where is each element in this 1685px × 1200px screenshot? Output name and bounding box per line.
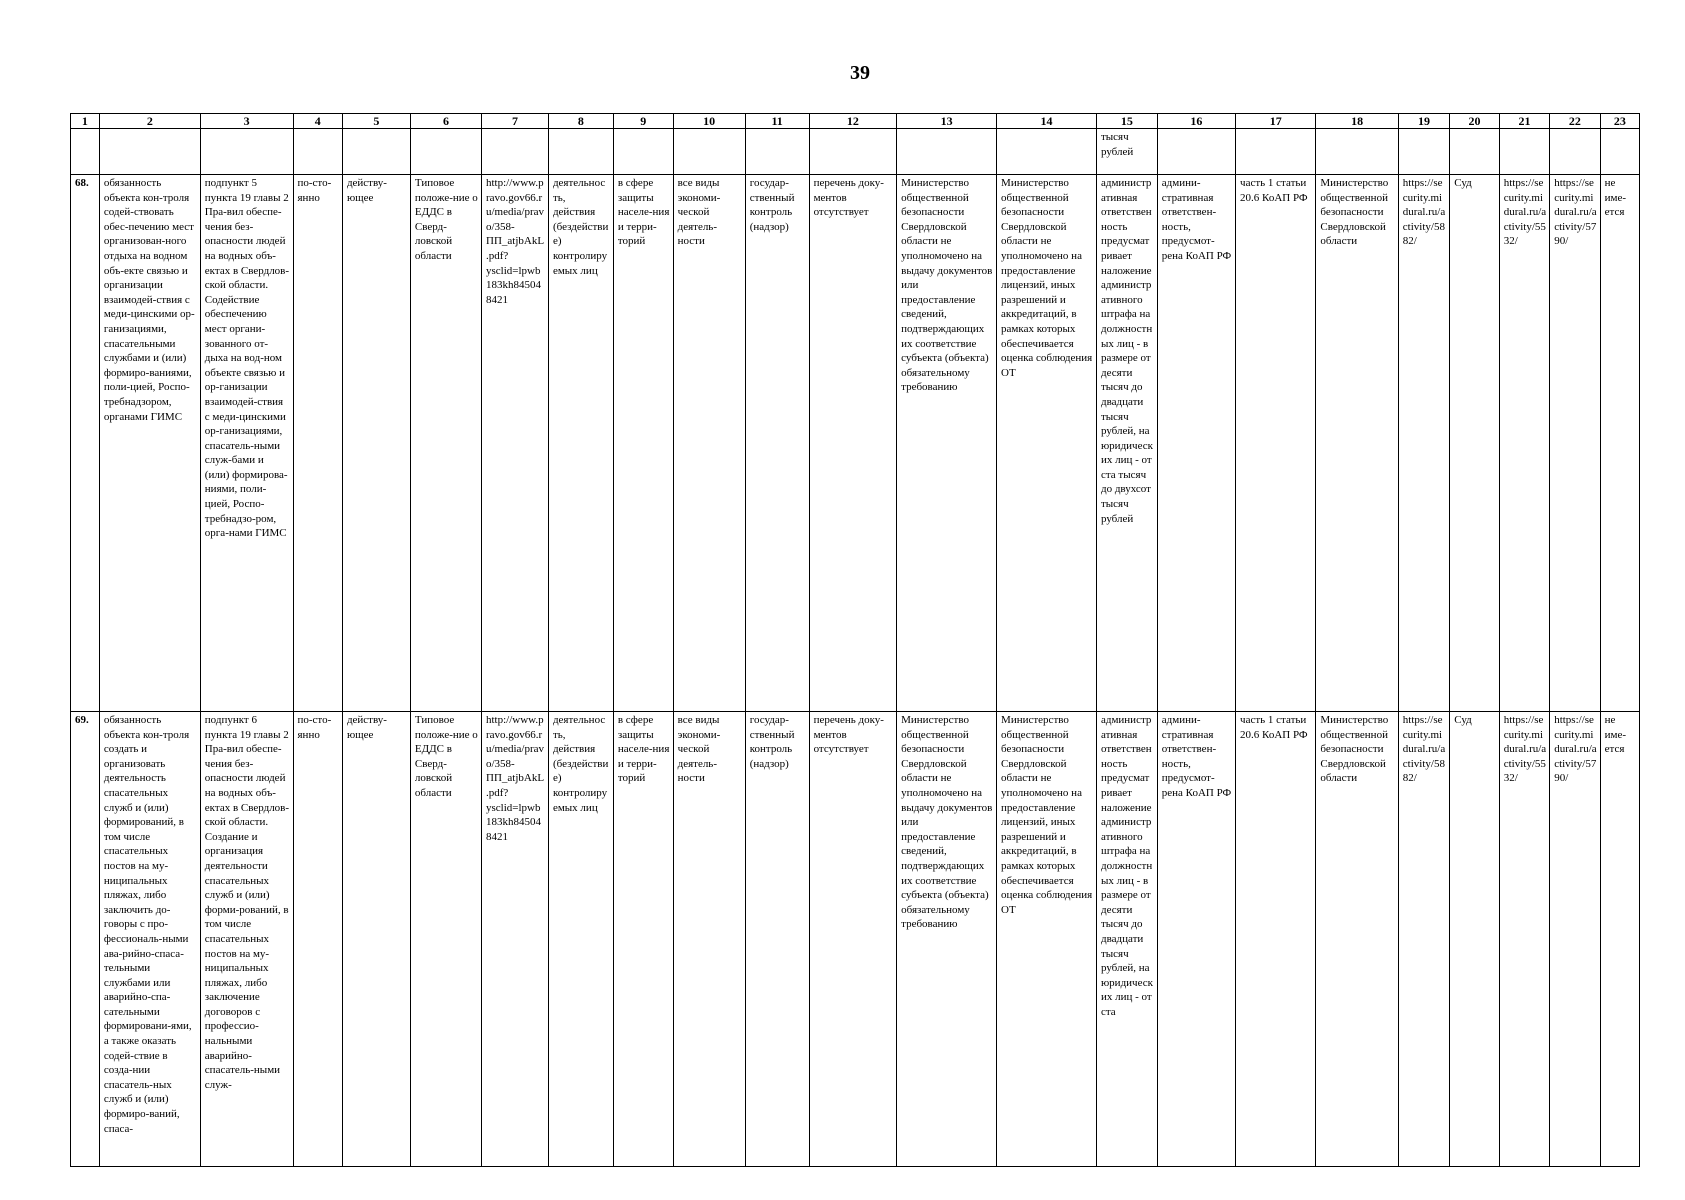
table-cell: государ-ственный контроль (надзор) [745, 712, 809, 1167]
table-cell: все виды экономи-ческой деятель-ности [673, 175, 745, 712]
table-cell: https://security.midural.ru/activity/5532/ [1499, 175, 1549, 712]
table-cell: обязанность объекта кон-троля содей-ствовать обес-печению мест организован-ного отдыха на водном объ-екте связью и организации взаимодей-ствия с меди-цинскими ор-ганизациями, спасательными службами и (или) формиро-ваниями, поли-цией, Роспо-требнадзором, органами ГИМС [99, 175, 200, 712]
col-header: 12 [809, 114, 897, 129]
row-number: 68. [71, 175, 100, 712]
table-cell: Типовое положе-ние о ЕДДС в Сверд-ловской области [410, 712, 481, 1167]
table-cell: https://security.midural.ru/activity/5532/ [1499, 712, 1549, 1167]
table-cell: в сфере защиты населе-ния и терри-торий [613, 175, 673, 712]
table-cell: админи-стративная ответствен-ность, предусмот-рена КоАП РФ [1157, 175, 1235, 712]
continuation-cell: тысяч рублей [1096, 129, 1157, 175]
table-cell: https://security.midural.ru/activity/5790/ [1550, 712, 1600, 1167]
table-cell: административная ответственность предусматривает наложение административного штрафа на должностных лиц - в размере от десяти тысяч до двадцати тысяч рублей, на юридических лиц - от ста [1096, 712, 1157, 1167]
page-number: 39 [850, 62, 870, 84]
column-number-row [71, 114, 1640, 129]
row-number: 69. [71, 712, 100, 1167]
col-header: 10 [673, 114, 745, 129]
col-header: 1 [71, 114, 100, 129]
table-cell: в сфере защиты населе-ния и терри-торий [613, 712, 673, 1167]
table-cell: http://www.pravo.gov66.ru/media/pravo/358-ПП_atjbAkL.pdf?ysclid=lpwb183kh845048421 [482, 175, 549, 712]
col-header: 20 [1450, 114, 1499, 129]
table-cell: по-сто-янно [293, 712, 342, 1167]
table-cell: https://security.midural.ru/activity/5790/ [1550, 175, 1600, 712]
table-cell: Министерство общественной безопасности Свердловской области не уполномочено на выдачу документов или предоставление сведений, подтверждающих их соответствие субъекта (объекта) обязательному требованию [897, 175, 997, 712]
table-cell: Суд [1450, 175, 1499, 712]
table-cell: Министерство общественной безопасности Свердловской области не уполномочено на предоставление лицензий, иных разрешений и аккредитаций, в рамках которых обеспечивается оценка соблюдения ОТ [997, 712, 1097, 1167]
table-cell: Министерство общественной безопасности Свердловской области [1316, 175, 1398, 712]
col-header: 5 [342, 114, 410, 129]
table-cell: обязанность объекта кон-троля создать и организовать деятельность спасательных служб и (или) формирований, в том числе спасательных постов на му-ниципальных пляжах, либо заключить до-говоры с про-фессиональ-ными ава-рийно-спаса-тельными службами или аварийно-спа-сательными формировани-ями, а также оказать содей-ствие в созда-нии спасатель-ных служб и (или) формиро-ваний, спаса- [99, 712, 200, 1167]
table-cell: http://www.pravo.gov66.ru/media/pravo/358-ПП_atjbAkL.pdf?ysclid=lpwb183kh845048421 [482, 712, 549, 1167]
table-cell: часть 1 статьи 20.6 КоАП РФ [1236, 712, 1316, 1167]
table-cell: Министерство общественной безопасности Свердловской области [1316, 712, 1398, 1167]
col-header: 16 [1157, 114, 1235, 129]
col-header: 21 [1499, 114, 1549, 129]
table-cell: деятельность, действия (бездействие) контролируемых лиц [548, 175, 613, 712]
table-cell: перечень доку-ментов отсутствует [809, 712, 897, 1167]
table-row [71, 712, 1640, 1167]
col-header: 7 [482, 114, 549, 129]
col-header: 17 [1236, 114, 1316, 129]
table-row [71, 175, 1640, 712]
table-cell: действу-ющее [342, 175, 410, 712]
col-header: 11 [745, 114, 809, 129]
table-cell: Министерство общественной безопасности Свердловской области не уполномочено на выдачу документов или предоставление сведений, подтверждающих их соответствие субъекта (объекта) обязательному требованию [897, 712, 997, 1167]
col-header: 18 [1316, 114, 1398, 129]
table-cell: часть 1 статьи 20.6 КоАП РФ [1236, 175, 1316, 712]
col-header: 8 [548, 114, 613, 129]
col-header: 2 [99, 114, 200, 129]
col-header: 15 [1096, 114, 1157, 129]
col-header: 22 [1550, 114, 1600, 129]
table-cell: все виды экономи-ческой деятель-ности [673, 712, 745, 1167]
table-cell: подпункт 6 пункта 19 главы 2 Пра-вил обеспе-чения без-опасности людей на водных объ-ектах в Свердлов-ской области. Создание и организация деятельности спасательных служб и (или) форми-рований, в том числе спасательных постов на му-ниципальных пляжах, либо заключение договоров с профессио-нальными аварийно-спасатель-ными служ- [200, 712, 293, 1167]
table-cell: административная ответственность предусматривает наложение административного штрафа на должностных лиц - в размере от десяти тысяч до двадцати тысяч рублей, на юридических лиц - от ста тысяч до двухсот тысяч рублей [1096, 175, 1157, 712]
requirements-table [70, 113, 1640, 1167]
table-cell: не име-ется [1600, 175, 1639, 712]
table-cell: Министерство общественной безопасности Свердловской области не уполномочено на предоставление лицензий, иных разрешений и аккредитаций, в рамках которых обеспечивается оценка соблюдения ОТ [997, 175, 1097, 712]
continuation-row [71, 129, 1640, 175]
table-cell: перечень доку-ментов отсутствует [809, 175, 897, 712]
table-cell: подпункт 5 пункта 19 главы 2 Пра-вил обеспе-чения без-опасности людей на водных объ-ектах в Свердлов-ской области. Содействие обеспечению мест органи-зованного от-дыха на вод-ном объекте связью и ор-ганизации взаимодей-ствия с меди-цинскими ор-ганизациями, спасатель-ными служ-бами и (или) формирова-ниями, поли-цией, Роспо-требнадзо-ром, орга-нами ГИМС [200, 175, 293, 712]
col-header: 6 [410, 114, 481, 129]
col-header: 19 [1398, 114, 1450, 129]
table-cell: по-сто-янно [293, 175, 342, 712]
table-cell: не име-ется [1600, 712, 1639, 1167]
col-header: 9 [613, 114, 673, 129]
table-cell: админи-стративная ответствен-ность, предусмот-рена КоАП РФ [1157, 712, 1235, 1167]
col-header: 13 [897, 114, 997, 129]
table-cell: https://security.midural.ru/activity/5882/ [1398, 175, 1450, 712]
table-cell: государ-ственный контроль (надзор) [745, 175, 809, 712]
col-header: 14 [997, 114, 1097, 129]
table-cell: действу-ющее [342, 712, 410, 1167]
table-cell: Типовое положе-ние о ЕДДС в Сверд-ловской области [410, 175, 481, 712]
col-header: 23 [1600, 114, 1639, 129]
table-cell: деятельность, действия (бездействие) контролируемых лиц [548, 712, 613, 1167]
col-header: 4 [293, 114, 342, 129]
table-cell: Суд [1450, 712, 1499, 1167]
table-cell: https://security.midural.ru/activity/5882/ [1398, 712, 1450, 1167]
col-header: 3 [200, 114, 293, 129]
